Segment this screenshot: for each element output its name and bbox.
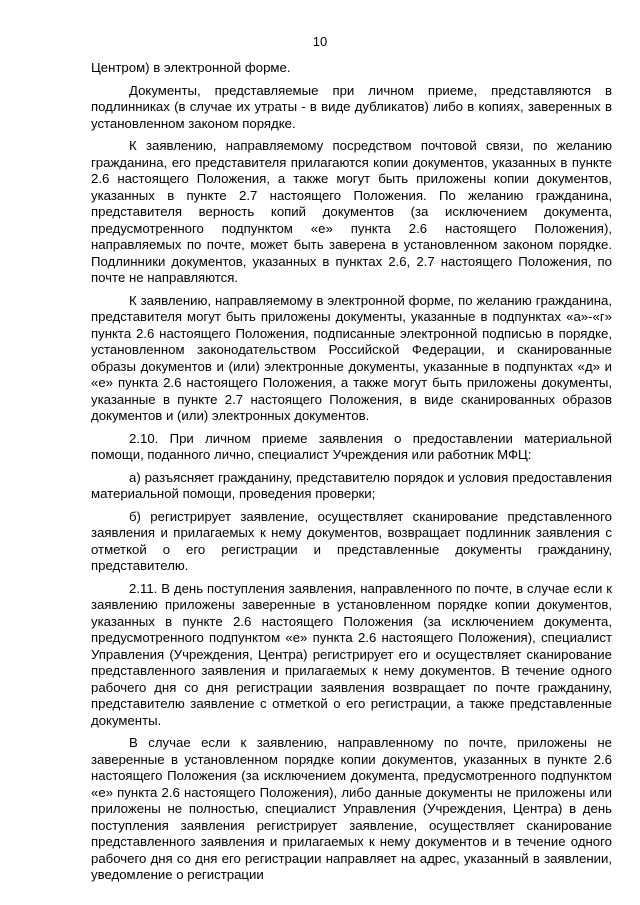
paragraph-continuation: Центром) в электронной форме.: [91, 60, 291, 75]
page-number: 10: [312, 34, 328, 49]
paragraph-documents-in-person: Документы, представляемые при личном приеме, представляются в подлинниках (в случае их утраты - в виде дубликатов) либо в копиях, заверенных в установленном законом порядке.: [91, 82, 612, 131]
paragraph-item-a: а) разъясняет гражданину, представителю порядок и условия предоставления материальной помощи, проведения проверки;: [91, 469, 612, 501]
paragraph-postal-application: К заявлению, направляемому посредством почтовой связи, по желанию гражданина, его представителя прилагаются копии документов, указанных в пункте 2.6 настоящего Положения, а также могут быть приложены копии документов, указанных в пункте 2.7 настоящего Положения. По желанию гражданина, представителя верность копий документов (за исключением документа, предусмотренного подпунктом «е» пункта 2.6 настоящего Положения), направляемых по почте, может быть заверена в установленном законом порядке. Подлинники документов, указанных в пунктах 2.6, 2.7 настоящего Положения, по почте не направляются.: [91, 138, 612, 285]
paragraph-unverified-copies: В случае если к заявлению, направленному по почте, приложены не заверенные в установленном порядке копии документов, указанных в пункте 2.6 настоящего Положения (за исключением документа, предусмотренного подпунктом «е» пункта 2.6 настоящего Положения), либо данные документы не приложены или приложены не полностью, специалист Управления (Учреждения, Центра) в день поступления заявления регистрирует заявление, осуществляет сканирование представленного заявления и прилагаемых к нему документов и в течение одного рабочего дня со дня его регистрации направляет на адрес, указанный в заявлении, уведомление о регистрации: [91, 735, 612, 882]
document-body: [91, 60, 612, 890]
paragraph-item-b: б) регистрирует заявление, осуществляет сканирование представленного заявления и прилагаемых к нему документов, возвращает подлинник заявления с отметкой о его регистрации и представленные документы гражданину, представителю.: [91, 508, 612, 573]
paragraph-electronic-application: К заявлению, направляемому в электронной форме, по желанию гражданина, представителя могут быть приложены документы, указанные в подпунктах «а»-«г» пункта 2.6 настоящего Положения, подписанные электронной подписью в порядке, установленном законодательством Российской Федерации, и сканированные образы документов и (или) электронные документы, указанные в подпунктах «д» и «е» пункта 2.6 настоящего Положения, а также могут быть приложены документы, указанные в пункте 2.7 настоящего Положения, в виде сканированных образов документов и (или) электронных документов.: [91, 292, 612, 423]
paragraph-section-2-10: 2.10. При личном приеме заявления о предоставлении материальной помощи, поданного лично, специалист Учреждения или работник МФЦ:: [91, 430, 612, 462]
paragraph-section-2-11: 2.11. В день поступления заявления, направленного по почте, в случае если к заявлению приложены заверенные в установленном порядке копии документов, указанных в пункте 2.6 настоящего Положения (за исключением документа, предусмотренного подпунктом «е» пункта 2.6 настоящего Положения), специалист Управления (Учреждения, Центра) регистрирует его и осуществляет сканирование представленного заявления и прилагаемых к нему документов. В течение одного рабочего дня со дня регистрации заявления возвращает по почте гражданину, представителю заявление с отметкой о его регистрации, а также представленные документы.: [91, 580, 612, 728]
